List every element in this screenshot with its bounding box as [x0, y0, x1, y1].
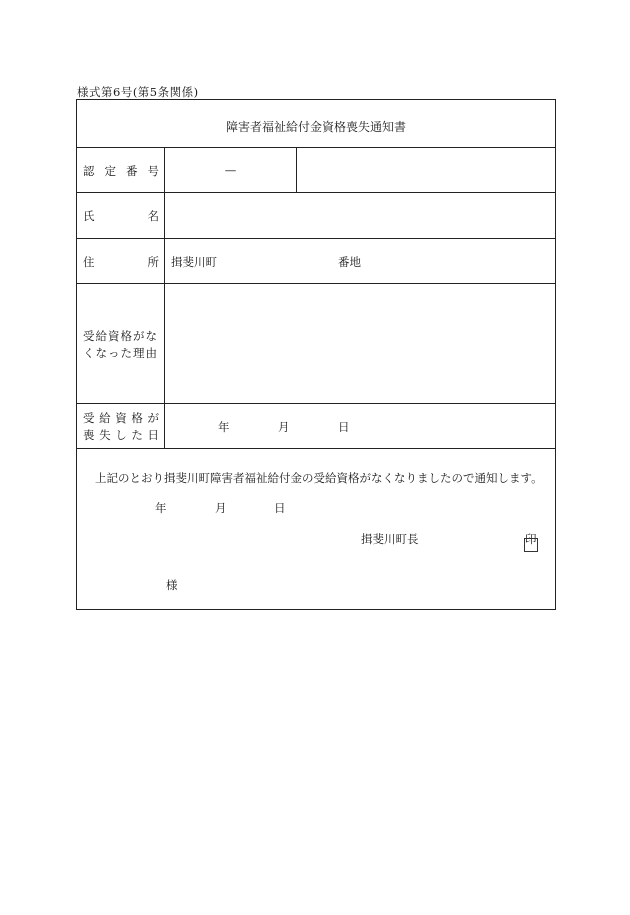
notice-day: 日 — [274, 501, 286, 515]
seal-mark: 印 — [525, 532, 537, 546]
form-title: 障害者福祉給付金資格喪失通知書 — [225, 120, 406, 134]
divider-name — [77, 238, 555, 239]
name-label: 氏 名 — [83, 209, 159, 223]
notice-form — [76, 99, 556, 610]
lost-date-month: 月 — [278, 420, 290, 434]
divider-title — [77, 147, 555, 148]
reason-label-line1: 受給資格がな — [83, 329, 158, 343]
seal-box-icon — [524, 538, 538, 552]
divider-date — [77, 448, 555, 449]
reason-field[interactable] — [165, 284, 556, 403]
mayor-title: 揖斐川町長 — [361, 532, 419, 546]
address-town: 揖斐川町 — [171, 255, 217, 269]
lost-date-year: 年 — [218, 420, 230, 434]
notice-year: 年 — [155, 501, 167, 515]
address-banchi: 番地 — [338, 255, 361, 269]
lost-date-label-line2: 喪 失 し た 日 — [83, 428, 159, 442]
name-field[interactable] — [165, 193, 556, 238]
form-number: 様式第6号(第5条関係) — [77, 85, 199, 99]
cert-number-field[interactable]: — — [224, 163, 237, 177]
cert-box-divider — [296, 147, 297, 192]
addressee-honorific: 様 — [166, 578, 178, 592]
notice-text: 上記のとおり揖斐川町障害者福祉給付金の受給資格がなくなりましたので通知します。 — [95, 471, 543, 485]
address-label: 住 所 — [83, 255, 159, 269]
cert-number-label: 認 定 番 号 — [83, 164, 159, 178]
lost-date-label-line1: 受 給 資 格 が — [83, 411, 159, 425]
divider-reason — [77, 403, 555, 404]
notice-month: 月 — [215, 501, 227, 515]
lost-date-day: 日 — [338, 420, 350, 434]
reason-label-line2: くなった理由 — [83, 346, 158, 360]
